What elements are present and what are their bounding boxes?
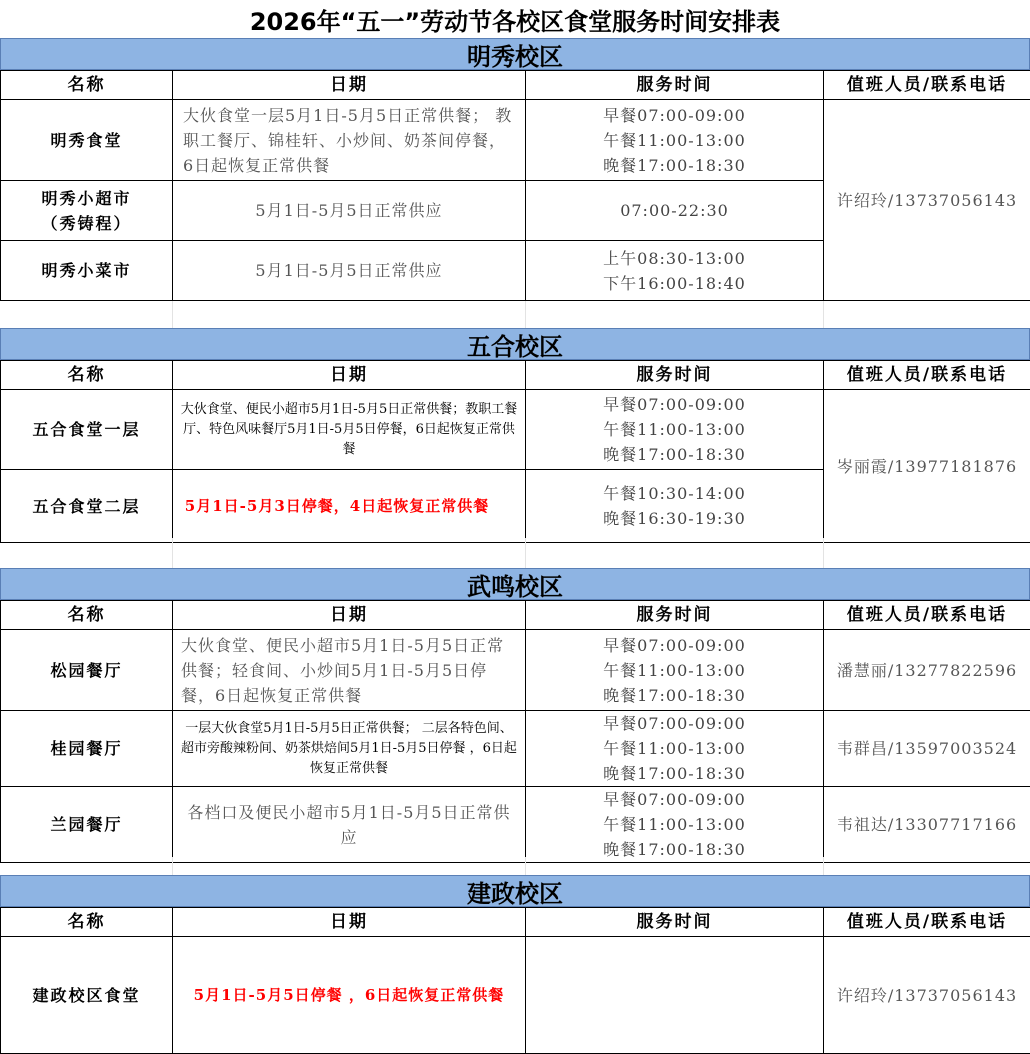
time-line: 午餐11:00-13:00 <box>526 417 823 442</box>
date-cell: 大伙食堂、便民小超市5月1日-5月5日正常供餐；轻食间、小炒间5月1日-5月5日停餐，6日起恢复正常供餐 <box>173 630 526 711</box>
canteen-name: 明秀食堂 <box>1 100 173 181</box>
duty-contact: 韦群昌/13597003524 <box>824 711 1030 787</box>
header-duty: 值班人员/联系电话 <box>824 601 1030 630</box>
duty-contact: 岑丽霞/13977181876 <box>824 390 1030 543</box>
table-row <box>1 787 1030 863</box>
header-name: 名称 <box>1 908 173 937</box>
date-cell: 一层大伙食堂5月1日-5月5日正常供餐； 二层各特色间、超市旁酸辣粉间、奶茶烘焙间5月1日-5月5日停餐 ，6日起恢复正常供餐 <box>173 711 526 787</box>
time-line: 早餐07:00-09:00 <box>526 787 823 812</box>
header-time: 服务时间 <box>526 71 824 100</box>
spacer-row <box>0 301 1030 329</box>
service-time-cell <box>526 937 824 1054</box>
time-line: 午餐10:30-14:00 <box>526 481 823 506</box>
service-time-cell <box>526 390 824 470</box>
date-cell: 大伙食堂、便民小超市5月1日-5月5日正常供餐；教职工餐厅、特色风味餐厅5月1日-5月5日停餐，6日起恢复正常供餐 <box>173 390 526 470</box>
date-cell: 5月1日-5月3日停餐，4日起恢复正常供餐 <box>173 470 526 543</box>
service-time-cell <box>526 100 824 181</box>
time-line: 晚餐16:30-19:30 <box>526 506 823 531</box>
time-line: 晚餐17:00-18:30 <box>526 442 823 467</box>
schedule-table <box>0 70 1030 301</box>
time-line: 晚餐17:00-18:30 <box>526 153 823 178</box>
duty-contact: 许绍玲/13737056143 <box>824 100 1030 301</box>
time-line: 午餐11:00-13:00 <box>526 128 823 153</box>
page-title: 2026年“五一”劳动节各校区食堂服务时间安排表 <box>0 0 1030 38</box>
time-line: 早餐07:00-09:00 <box>526 711 823 736</box>
header-time: 服务时间 <box>526 601 824 630</box>
header-date: 日期 <box>173 361 526 390</box>
date-cell: 5月1日-5月5日停餐 ，6日起恢复正常供餐 <box>173 937 526 1054</box>
time-line: 下午16:00-18:40 <box>526 271 823 296</box>
header-duty: 值班人员/联系电话 <box>824 361 1030 390</box>
table-row <box>1 630 1030 711</box>
canteen-name: 松园餐厅 <box>1 630 173 711</box>
spacer-row <box>0 538 1030 569</box>
time-line: 早餐07:00-09:00 <box>526 103 823 128</box>
table-row <box>1 711 1030 787</box>
header-date: 日期 <box>173 908 526 937</box>
campus-title: 建政校区 <box>0 875 1030 907</box>
header-name: 名称 <box>1 71 173 100</box>
header-time: 服务时间 <box>526 361 824 390</box>
service-time-cell <box>526 711 824 787</box>
date-cell: 5月1日-5月5日正常供应 <box>173 241 526 301</box>
campus-section-wuming <box>0 568 1030 863</box>
header-name: 名称 <box>1 361 173 390</box>
time-line: 上午08:30-13:00 <box>526 246 823 271</box>
service-time-cell <box>526 181 824 241</box>
date-cell: 各档口及便民小超市5月1日-5月5日正常供应 <box>173 787 526 863</box>
duty-contact: 潘慧丽/13277822596 <box>824 630 1030 711</box>
table-row <box>1 100 1030 181</box>
campus-section-wuhe <box>0 328 1030 543</box>
canteen-name: 明秀小超市（秀铸程） <box>1 181 173 241</box>
header-name: 名称 <box>1 601 173 630</box>
service-time-cell <box>526 470 824 543</box>
schedule-table <box>0 907 1030 1054</box>
service-time-cell <box>526 630 824 711</box>
date-cell: 5月1日-5月5日正常供应 <box>173 181 526 241</box>
duty-contact: 许绍玲/13737056143 <box>824 937 1030 1054</box>
time-line: 早餐07:00-09:00 <box>526 633 823 658</box>
canteen-name: 桂园餐厅 <box>1 711 173 787</box>
service-time-cell <box>526 241 824 301</box>
time-line: 午餐11:00-13:00 <box>526 812 823 837</box>
time-line: 07:00-22:30 <box>526 198 823 223</box>
canteen-name: 五合食堂一层 <box>1 390 173 470</box>
header-duty: 值班人员/联系电话 <box>824 71 1030 100</box>
date-cell: 大伙食堂一层5月1日-5月5日正常供餐； 教职工餐厅、锦桂轩、小炒间、奶茶间停餐， 6日起恢复正常供餐 <box>173 100 526 181</box>
header-date: 日期 <box>173 601 526 630</box>
service-time-cell <box>526 787 824 863</box>
time-line: 晚餐17:00-18:30 <box>526 837 823 862</box>
canteen-name: 五合食堂二层 <box>1 470 173 543</box>
time-line: 晚餐17:00-18:30 <box>526 761 823 786</box>
schedule-table <box>0 600 1030 863</box>
time-line: 午餐11:00-13:00 <box>526 736 823 761</box>
header-time: 服务时间 <box>526 908 824 937</box>
schedule-table <box>0 360 1030 543</box>
time-line: 早餐07:00-09:00 <box>526 392 823 417</box>
header-duty: 值班人员/联系电话 <box>824 908 1030 937</box>
canteen-name: 兰园餐厅 <box>1 787 173 863</box>
header-date: 日期 <box>173 71 526 100</box>
table-row <box>1 937 1030 1054</box>
time-line: 午餐11:00-13:00 <box>526 658 823 683</box>
canteen-name: 明秀小菜市 <box>1 241 173 301</box>
campus-title: 武鸣校区 <box>0 568 1030 600</box>
campus-section-jianzheng <box>0 875 1030 1054</box>
table-row <box>1 390 1030 470</box>
campus-section-mingxiu <box>0 38 1030 301</box>
campus-title: 五合校区 <box>0 328 1030 360</box>
campus-title: 明秀校区 <box>0 38 1030 70</box>
time-line: 晚餐17:00-18:30 <box>526 683 823 708</box>
canteen-name: 建政校区食堂 <box>1 937 173 1054</box>
duty-contact: 韦祖达/13307717166 <box>824 787 1030 863</box>
